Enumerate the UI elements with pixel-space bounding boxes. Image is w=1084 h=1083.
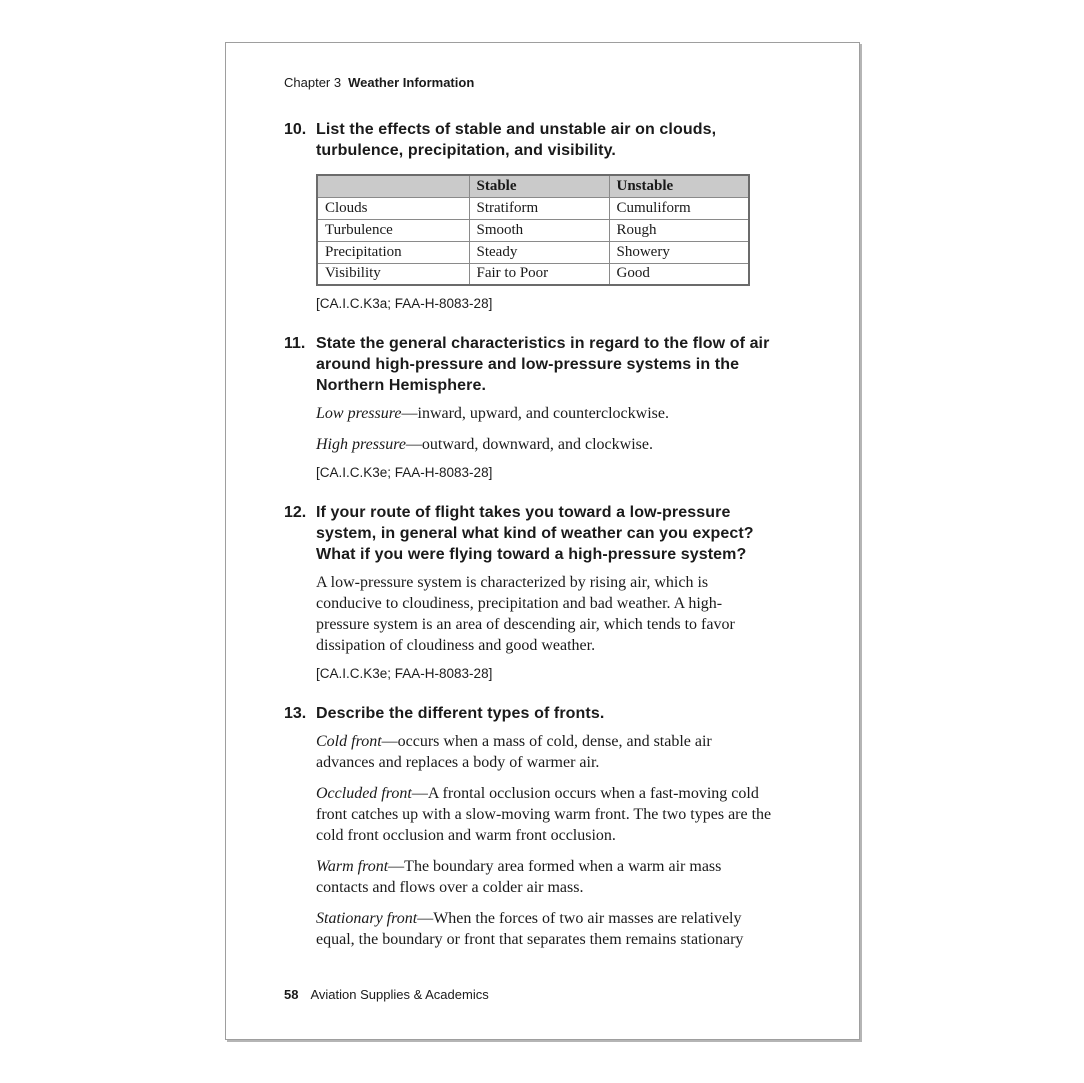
answer-paragraph — [316, 783, 774, 846]
question-text: Describe the different types of fronts. — [316, 705, 605, 722]
answer-text: —When the forces of two air masses are relatively equal, the boundary or front that separates them remains stationary — [316, 910, 744, 948]
answer-text: —A frontal occlusion occurs when a fast-moving cold front catches up with a slow-moving warm front. The two types are the cold front occlusion and warm front occlusion. — [316, 785, 772, 844]
table-header-stable: Stable — [469, 175, 609, 197]
table-cell: Showery — [609, 241, 749, 263]
table-cell: Cumuliform — [609, 197, 749, 219]
chapter-title: Weather Information — [348, 75, 475, 90]
table-cell: Stratiform — [469, 197, 609, 219]
table-row — [317, 219, 749, 241]
answer-text: —outward, downward, and clockwise. — [405, 436, 653, 453]
table-cell: Visibility — [317, 263, 469, 285]
answer-paragraph — [316, 908, 774, 950]
table-cell: Good — [609, 263, 749, 285]
answer-text: —occurs when a mass of cold, dense, and stable air advances and replaces a body of warmer air. — [316, 733, 712, 771]
table-cell: Turbulence — [317, 219, 469, 241]
table-row — [317, 241, 749, 263]
stability-table-wrap — [316, 174, 774, 286]
answer-paragraph — [316, 434, 774, 455]
answer-paragraph — [316, 572, 774, 656]
question-10 — [284, 119, 804, 311]
answer-term: Cold front — [316, 733, 382, 750]
page-number: 58 — [284, 987, 299, 1002]
table-header-blank — [317, 175, 469, 197]
publisher-name: Aviation Supplies & Academics — [310, 987, 489, 1002]
answer-paragraph — [316, 856, 774, 898]
question-text: List the effects of stable and unstable air on clouds, turbulence, precipitation, and visibility. — [316, 121, 717, 159]
table-row — [317, 263, 749, 285]
answer-paragraph — [316, 731, 774, 773]
citation: [CA.I.C.K3e; FAA-H-8083-28] — [316, 666, 493, 681]
citation: [CA.I.C.K3e; FAA-H-8083-28] — [316, 465, 493, 480]
question-number: 12. — [284, 504, 307, 521]
page-footer — [284, 987, 489, 1002]
citation: [CA.I.C.K3a; FAA-H-8083-28] — [316, 296, 493, 311]
page-header — [284, 75, 474, 90]
table-cell: Clouds — [317, 197, 469, 219]
question-number: 11. — [284, 335, 306, 352]
table-row — [317, 197, 749, 219]
question-text: If your route of flight takes you toward a low-pressure system, in general what kind of weather can you expect? What if you were flying toward a high-pressure system? — [316, 504, 754, 563]
answer-term: Warm front — [316, 858, 389, 875]
page-content — [284, 119, 804, 972]
question-number: 13. — [284, 705, 307, 722]
answer-term: Low pressure — [316, 405, 402, 422]
question-body — [316, 119, 774, 311]
question-body — [316, 502, 774, 681]
table-cell: Fair to Poor — [469, 263, 609, 285]
answer-text: —The boundary area formed when a warm air mass contacts and flows over a colder air mass. — [316, 858, 722, 896]
table-header-unstable: Unstable — [609, 175, 749, 197]
table-cell: Smooth — [469, 219, 609, 241]
question-body — [316, 333, 774, 480]
stability-effects-table — [316, 174, 750, 286]
question-13 — [284, 703, 804, 950]
answer-text: A low-pressure system is characterized by rising air, which is conducive to cloudiness, precipitation and bad weather. A high-pressure system is an area of descending air, which tends to favor dissipation of cloudiness and good weather. — [316, 574, 735, 654]
table-cell: Rough — [609, 219, 749, 241]
question-12 — [284, 502, 804, 681]
chapter-label: Chapter 3 — [284, 75, 342, 90]
question-body — [316, 703, 774, 950]
answer-text: —inward, upward, and counterclockwise. — [401, 405, 669, 422]
answer-term: High pressure — [316, 436, 406, 453]
table-cell: Precipitation — [317, 241, 469, 263]
answer-paragraph — [316, 403, 774, 424]
table-cell: Steady — [469, 241, 609, 263]
answer-term: Occluded front — [316, 785, 412, 802]
table-header-row — [317, 175, 749, 197]
question-text: State the general characteristics in regard to the flow of air around high-pressure and low-pressure systems in the Northern Hemisphere. — [316, 335, 770, 394]
answer-term: Stationary front — [316, 910, 418, 927]
question-11 — [284, 333, 804, 480]
book-page — [225, 42, 860, 1040]
question-number: 10. — [284, 121, 307, 138]
